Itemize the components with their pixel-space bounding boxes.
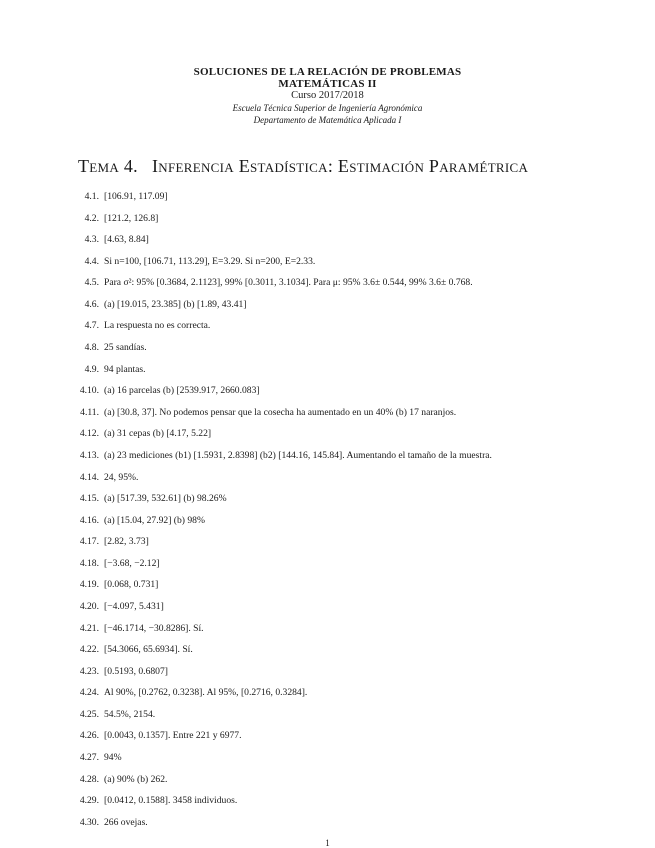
solution-item — [0, 272, 655, 294]
solution-text: Para σ²: 95% [0.3684, 2.1123], 99% [0.3011, 3.1034]. Para μ: 95% 3.6± 0.544, 99% 3.6± 0.768. — [104, 277, 473, 289]
solution-item — [0, 359, 655, 381]
solutions-list — [0, 186, 655, 833]
solution-number: 4.27. — [79, 752, 99, 764]
solution-text: 94% — [104, 752, 122, 764]
solution-item — [0, 747, 655, 769]
solution-item — [0, 769, 655, 791]
solution-number: 4.21. — [79, 622, 99, 634]
solution-item — [0, 337, 655, 359]
solution-number: 4.26. — [79, 730, 99, 742]
solution-number: 4.6. — [84, 298, 99, 310]
solution-item — [0, 704, 655, 726]
solution-text: (a) [19.015, 23.385] (b) [1.89, 43.41] — [104, 298, 247, 310]
solution-text: [0.0043, 0.1357]. Entre 221 y 6977. — [104, 730, 242, 742]
solution-item — [0, 639, 655, 661]
solution-item — [0, 380, 655, 402]
solution-item — [0, 618, 655, 640]
solution-number: 4.16. — [79, 514, 99, 526]
solution-item — [0, 229, 655, 251]
solution-text: [4.63, 8.84] — [104, 234, 149, 246]
solution-text: [2.82, 3.73] — [104, 536, 149, 548]
solution-text: (a) [517.39, 532.61] (b) 98.26% — [104, 493, 227, 505]
solution-item — [0, 596, 655, 618]
solution-text: 94 plantas. — [104, 363, 146, 375]
solution-item — [0, 445, 655, 467]
solution-text: La respuesta no es correcta. — [104, 320, 211, 332]
document-title-line2: MATEMÁTICAS II — [278, 78, 377, 90]
section-heading — [78, 156, 528, 177]
section-title: Inferencia Estadística: Estimación Paramétrica — [151, 156, 529, 176]
solution-number: 4.17. — [79, 536, 99, 548]
solution-item — [0, 467, 655, 489]
solution-item — [0, 553, 655, 575]
solution-text: [−46.1714, −30.8286]. Sí. — [104, 622, 204, 634]
solution-number: 4.10. — [79, 385, 99, 397]
solution-item — [0, 725, 655, 747]
solution-text: (a) [30.8, 37]. No podemos pensar que la cosecha ha aumentado en un 40% (b) 17 naranjos. — [104, 406, 457, 418]
solution-number: 4.13. — [79, 449, 99, 461]
solution-item — [0, 661, 655, 683]
solution-text: 25 sandías. — [104, 342, 147, 354]
solution-text: (a) 23 mediciones (b1) [1.5931, 2.8398] (b2) [144.16, 145.84]. Aumentando el tamaño de la muestra. — [104, 449, 492, 461]
solution-text: (a) [15.04, 27.92] (b) 98% — [104, 514, 205, 526]
solution-item — [0, 423, 655, 445]
solution-item — [0, 208, 655, 230]
solution-text: (a) 16 parcelas (b) [2539.917, 2660.083] — [104, 385, 260, 397]
solution-text: [0.5193, 0.6807] — [104, 665, 168, 677]
solution-number: 4.19. — [79, 579, 99, 591]
solution-number: 4.24. — [79, 687, 99, 699]
solution-text: (a) 31 cepas (b) [4.17, 5.22] — [104, 428, 212, 440]
solution-number: 4.8. — [84, 342, 99, 354]
solution-item — [0, 315, 655, 337]
school-label: Escuela Técnica Superior de Ingeniería Agronómica — [232, 103, 423, 113]
solution-text: Al 90%, [0.2762, 0.3238]. Al 95%, [0.2716, 0.3284]. — [104, 687, 308, 699]
section-number: Tema 4. — [78, 156, 138, 176]
solution-item — [0, 251, 655, 273]
solution-number: 4.23. — [79, 665, 99, 677]
solution-text: [−3.68, −2.12] — [104, 557, 160, 569]
solution-item — [0, 790, 655, 812]
course-label: Curso 2017/2018 — [291, 90, 364, 101]
solution-text: Si n=100, [106.71, 113.29], E=3.29. Si n=200, E=2.33. — [104, 255, 316, 267]
solution-text: 24, 95%. — [104, 471, 139, 483]
solution-text: [0.0412, 0.1588]. 3458 individuos. — [104, 795, 238, 807]
solution-text: [106.91, 117.09] — [104, 191, 168, 202]
solution-number: 4.29. — [79, 795, 99, 807]
document-title-line1: SOLUCIONES DE LA RELACIÓN DE PROBLEMAS — [193, 66, 462, 78]
solution-number: 4.5. — [84, 277, 99, 289]
department-label: Departamento de Matemática Aplicada I — [253, 115, 402, 125]
solution-number: 4.3. — [84, 234, 99, 246]
solution-number: 4.11. — [80, 406, 99, 418]
solution-item — [0, 402, 655, 424]
solution-text: [54.3066, 65.6934]. Sí. — [104, 644, 193, 656]
solution-number: 4.7. — [84, 320, 99, 332]
solution-text: [0.068, 0.731] — [104, 579, 159, 591]
solution-number: 4.14. — [79, 471, 99, 483]
solution-number: 4.4. — [84, 255, 99, 267]
solution-number: 4.28. — [79, 773, 99, 785]
solution-item — [0, 186, 655, 208]
solution-item — [0, 812, 655, 834]
solution-item — [0, 531, 655, 553]
solution-text: 54.5%, 2154. — [104, 708, 156, 720]
solution-item — [0, 510, 655, 532]
page-number: 1 — [325, 838, 330, 848]
solution-number: 4.30. — [79, 816, 99, 828]
document-header — [0, 66, 655, 126]
solution-item — [0, 682, 655, 704]
solution-number: 4.22. — [79, 644, 99, 656]
solution-text: 266 ovejas. — [104, 816, 148, 828]
solution-number: 4.25. — [79, 708, 99, 720]
solution-item — [0, 488, 655, 510]
solution-number: 4.2. — [84, 212, 99, 224]
solution-text: [121.2, 126.8] — [104, 212, 159, 224]
solution-text: [−4.097, 5.431] — [104, 600, 164, 612]
solution-item — [0, 294, 655, 316]
solution-text: (a) 90% (b) 262. — [104, 773, 168, 785]
solution-item — [0, 574, 655, 596]
solution-number: 4.15. — [79, 493, 99, 505]
solution-number: 4.18. — [79, 557, 99, 569]
solution-number: 4.9. — [84, 363, 99, 375]
solution-number: 4.20. — [79, 600, 99, 612]
solution-number: 4.12. — [79, 428, 99, 440]
solution-number: 4.1. — [84, 191, 99, 202]
